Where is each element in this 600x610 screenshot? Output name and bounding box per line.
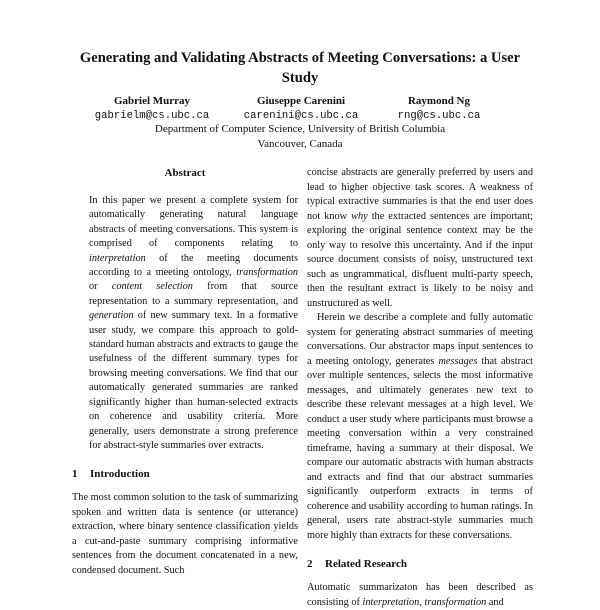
introduction-paragraph: The most common solution to the task of summarizing spoken and written data is sentence (or utterance) extraction, where binary sentence classification yields a cut-and-paste summary comprising informative sentences from the document concatenated in a new, condensed document. Such — [72, 492, 298, 576]
author-block — [67, 94, 237, 123]
body-paragraph: concise abstracts are generally preferred by users and lead to higher objective task scores. A weakness of typical extractive summaries is that the end user does not know why the extracted sentences are important; exploring the original sentence context may be the only way to resolve this uncertainty. And if the input source document consists of noisy, unstructured text such as ungrammatical, disfluent multi-party speech, then the resultant extract is likely to be noisy and unstructured as well. — [307, 167, 533, 309]
abstract-text: In this paper we present a complete system for automatically generating natural language abstracts of meeting conversations. This system is comprised of components relating to interpretation of the meeting documents according to a meeting ontology, transformation or content selection from that source representation to a summary representation, and generation of new summary text. In a formative user study, we compare this approach to gold-standard human abstracts and extracts to gauge the usefulness of the different summary types for browsing meeting conversations. We find that our automatically generated summaries are ranked significantly higher than human-selected extracts on coherence and usability criteria. More generally, users demonstrate a strong preference for abstract-style summaries over extracts. — [89, 195, 299, 451]
author-email: gabrielm@cs.ubc.ca — [94, 110, 210, 122]
affiliation-department: Department of Computer Science, University of British Columbia — [154, 123, 446, 135]
section-heading-related-research — [307, 557, 533, 571]
affiliation-location: Vancouver, Canada — [257, 138, 343, 150]
right-column — [307, 166, 533, 610]
abstract-heading: Abstract — [164, 167, 206, 179]
author-name: Raymond Ng — [407, 95, 471, 107]
author-email: rng@cs.ubc.ca — [397, 110, 481, 122]
affiliation — [100, 122, 500, 152]
related-research-paragraph: Automatic summarizaton has been described as consisting of interpretation, transformation and — [307, 582, 533, 608]
author-name: Gabriel Murray — [113, 95, 191, 107]
left-column — [72, 166, 298, 578]
paper-title: Generating and Validating Abstracts of Meeting Conversations: a User Study — [79, 50, 521, 86]
section-title: Introduction — [90, 468, 150, 481]
section-number: 2 — [307, 558, 313, 570]
section-title: Related Research — [325, 558, 407, 570]
body-paragraph: Herein we describe a complete and fully automatic system for generating abstract summaries of meeting conversations. Our abstractor maps input sentences to a meeting ontology, generates messages that abstract over multiple sentences, selects the most informative messages, and ultimately generates new text to describe these relevant messages at a high level. We conduct a user study where participants must browse a meeting conversation within a very constrained timeframe, having a summary at their disposal. We compare our automatic abstracts with human abstracts and extracts and find that our abstract summaries significantly outperform extracts in terms of coherence and usability according to human ratings. In general, users rate abstract-style summaries much more highly than extracts for these conversations. — [307, 312, 533, 541]
author-block — [354, 94, 524, 123]
author-name: Giuseppe Carenini — [256, 95, 346, 107]
section-heading-introduction — [72, 467, 298, 481]
author-email: carenini@cs.ubc.ca — [243, 110, 359, 122]
section-number: 1 — [72, 468, 78, 481]
